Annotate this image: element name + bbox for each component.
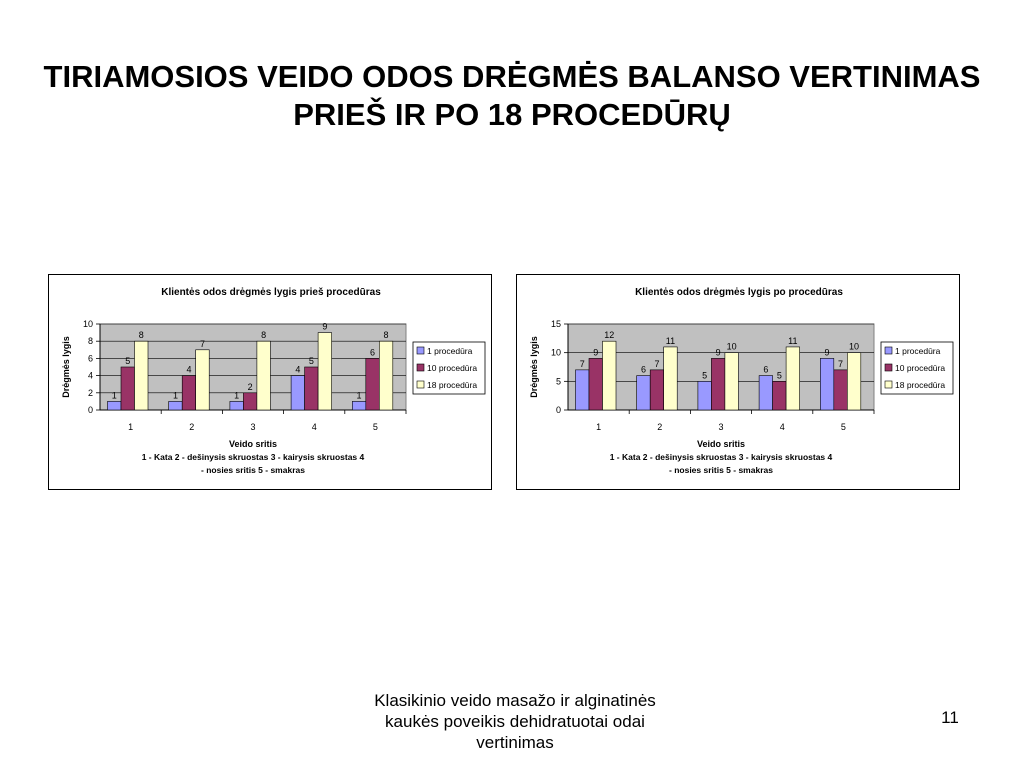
data-label: 7 <box>838 358 844 369</box>
x-axis-note: 1 - Kata 2 - dešinysis skruostas 3 - kairysis skruostas 4 <box>609 452 833 462</box>
y-tick-label: 0 <box>555 405 561 415</box>
data-label: 7 <box>199 338 205 349</box>
x-axis-note: - nosies sritis 5 - smakras <box>669 465 773 475</box>
legend-label: 1 procedūra <box>427 346 473 356</box>
bar-series-2 <box>711 358 725 410</box>
bar-series-2 <box>366 358 380 410</box>
x-tick-label: 2 <box>189 422 195 432</box>
legend-label: 18 procedūra <box>427 380 478 390</box>
data-label: 8 <box>138 330 144 341</box>
bar-series-2 <box>589 358 603 410</box>
legend-swatch-3 <box>885 381 892 388</box>
data-label: 9 <box>593 347 599 358</box>
data-label: 9 <box>322 321 328 332</box>
bar-series-3 <box>135 341 149 410</box>
data-label: 5 <box>125 356 131 366</box>
bar-series-1 <box>576 370 590 410</box>
bar-series-1 <box>637 376 651 410</box>
bar-series-1 <box>759 376 773 410</box>
chart-before-svg <box>49 275 491 489</box>
footer-note: Klasikinio veido masažo ir alginatinės kaukės poveikis dehidratuotai odai vertinimas <box>374 691 656 752</box>
x-tick-label: 4 <box>779 422 785 432</box>
bar-series-1 <box>108 401 122 410</box>
bar-series-3 <box>603 341 617 410</box>
bar-series-1 <box>820 358 834 410</box>
bar-series-2 <box>305 367 319 410</box>
chart-before-procedures <box>48 274 492 490</box>
data-label: 2 <box>247 381 253 392</box>
chart-after-procedures <box>516 274 960 490</box>
data-label: 5 <box>776 370 782 381</box>
bar-series-2 <box>182 376 196 410</box>
y-tick-label: 4 <box>87 370 93 381</box>
x-tick-label: 5 <box>372 422 378 432</box>
bar-series-2 <box>650 370 664 410</box>
x-axis-label: Veido sritis <box>696 439 746 449</box>
y-axis-label: Drėgmės lygis <box>529 336 539 398</box>
bar-series-3 <box>786 347 800 410</box>
data-label: 1 <box>356 390 362 401</box>
bar-series-1 <box>698 381 712 410</box>
x-axis-label: Veido sritis <box>228 439 278 449</box>
bar-series-2 <box>121 367 135 410</box>
data-label: 7 <box>654 358 660 369</box>
data-label: 11 <box>788 335 798 346</box>
x-tick-label: 3 <box>250 422 256 432</box>
y-tick-label: 0 <box>87 405 93 415</box>
data-label: 4 <box>186 364 192 375</box>
data-label: 4 <box>295 364 301 375</box>
x-tick-label: 2 <box>657 422 663 432</box>
bar-series-3 <box>257 341 271 410</box>
y-tick-label: 8 <box>87 336 93 347</box>
bar-series-3 <box>196 350 210 410</box>
x-tick-label: 1 <box>128 422 134 432</box>
data-label: 8 <box>261 330 267 341</box>
bar-series-1 <box>230 401 244 410</box>
legend-swatch-2 <box>417 364 424 371</box>
y-axis-label: Drėgmės lygis <box>61 336 71 398</box>
data-label: 9 <box>824 347 830 358</box>
data-label: 10 <box>849 341 860 352</box>
chart-title: Klientės odos drėgmės lygis po procedūras <box>635 287 843 298</box>
y-tick-label: 6 <box>87 353 93 364</box>
data-label: 8 <box>383 330 389 341</box>
y-tick-label: 2 <box>87 387 93 398</box>
legend-swatch-1 <box>417 347 424 354</box>
y-tick-label: 5 <box>555 376 561 387</box>
x-axis-note: 1 - Kata 2 - dešinysis skruostas 3 - kairysis skruostas 4 <box>141 452 365 462</box>
data-label: 6 <box>640 364 646 375</box>
bar-series-3 <box>725 353 739 410</box>
legend-label: 1 procedūra <box>895 346 941 356</box>
bar-series-1 <box>169 401 183 410</box>
data-label: 11 <box>665 335 676 346</box>
legend-swatch-2 <box>885 364 892 371</box>
bar-series-3 <box>318 333 332 410</box>
chart-after-svg <box>517 275 959 489</box>
data-label: 1 <box>234 390 240 401</box>
y-tick-label: 15 <box>550 319 561 329</box>
data-label: 10 <box>726 341 737 352</box>
x-tick-label: 5 <box>840 422 846 432</box>
bar-series-2 <box>773 381 787 410</box>
y-tick-label: 10 <box>82 319 93 329</box>
data-label: 12 <box>604 330 615 341</box>
bar-series-3 <box>379 341 393 410</box>
page-number: 11 <box>941 708 959 727</box>
x-tick-label: 3 <box>718 422 724 432</box>
legend-label: 10 procedūra <box>895 363 946 373</box>
slide-title: TIRIAMOSIOS VEIDO ODOS DRĖGMĖS BALANSO VERTINIMAS PRIEŠ IR PO 18 PROCEDŪRŲ <box>43 59 981 132</box>
data-label: 1 <box>172 390 178 401</box>
bar-series-2 <box>834 370 848 410</box>
data-label: 1 <box>111 390 117 401</box>
bar-series-1 <box>352 401 366 410</box>
legend-label: 18 procedūra <box>895 380 946 390</box>
bar-series-3 <box>664 347 678 410</box>
data-label: 5 <box>308 356 314 366</box>
x-tick-label: 4 <box>311 422 317 432</box>
data-label: 5 <box>702 370 708 381</box>
data-label: 9 <box>715 347 721 358</box>
data-label: 6 <box>370 347 376 358</box>
legend-swatch-1 <box>885 347 892 354</box>
data-label: 7 <box>579 358 585 369</box>
data-label: 6 <box>763 364 769 375</box>
bar-series-2 <box>243 393 257 410</box>
bar-series-3 <box>847 353 861 410</box>
x-tick-label: 1 <box>596 422 602 432</box>
y-tick-label: 10 <box>550 347 561 358</box>
chart-title: Klientės odos drėgmės lygis prieš procedūras <box>161 287 381 298</box>
bar-series-1 <box>291 376 305 410</box>
legend-swatch-3 <box>417 381 424 388</box>
x-axis-note: - nosies sritis 5 - smakras <box>201 465 305 475</box>
legend-label: 10 procedūra <box>427 363 478 373</box>
